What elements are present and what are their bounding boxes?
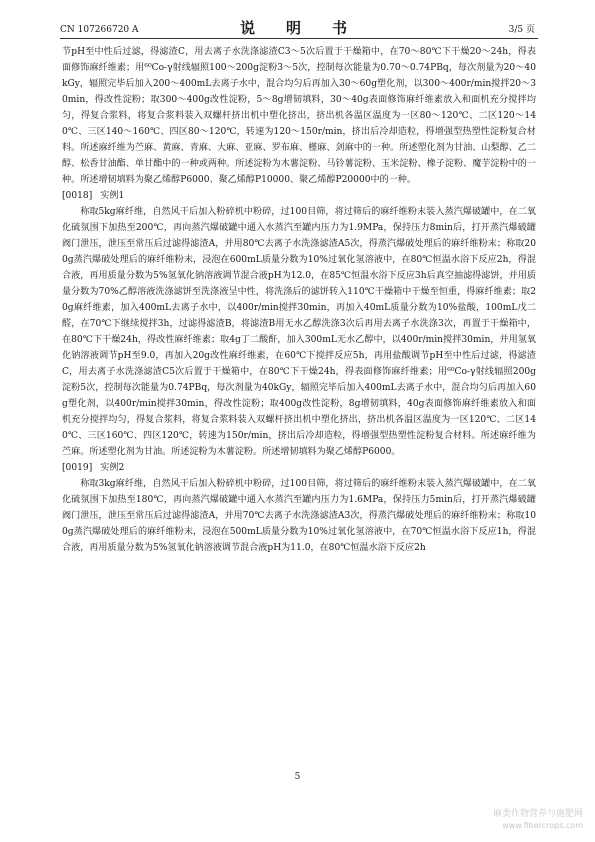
site-watermark [493,808,583,831]
header-rule [60,38,538,39]
example-1-paragraph: 称取5kg麻纤维，自然风干后加入粉碎机中粉碎，过100目筛，将过筛后的麻纤维粉末装入蒸汽爆破罐中，在二氧化硫氛围下加热至200℃，再向蒸汽爆破罐中通入水蒸汽至罐内压力为1.9MPa，保持压力8min后，打开蒸汽爆破罐阀门泄压，泄压至常压后过滤得滤渣A，并用80℃去离子水洗涤滤渣A5次，得蒸汽爆破处理后的麻纤维粉末；称取200g蒸汽爆破处理后的麻纤维粉末，浸泡在600mL质量分数为10%过氧化氢溶液中，在80℃恒温水浴下反应2h，得混合液，再用质量分数为5%氢氧化钠溶液调节混合液pH为12.0，在85℃恒温水浴下反应3h后真空抽滤得滤饼，并用质量分数为70%乙醇溶液洗涤滤饼至洗涤液呈中性，将洗涤后的滤饼转入110℃干燥箱中干燥至恒重，得麻纤维素；取20g麻纤维素，加入400mL去离子水中，以400r/min搅拌30min，再加入40mL质量分数为10%盐酸，100mL戊二醛，在70℃下继续搅拌3h，过滤得滤渣B，将滤渣B用无水乙醇洗涤3次后再用去离子水洗涤3次，再置于干燥箱中，在80℃下干燥24h，得改性麻纤维素；取4g丁二酸酐，加入300mL无水乙醇中，以400r/min搅拌30min，并用氢氧化钠溶液调节pH至9.0，再加入20g改性麻纤维素，在60℃下搅拌反应5h，再用盐酸调节pH至中性后过滤，得滤渣C，用去离子水洗涤滤渣C5次后置于干燥箱中，在80℃下干燥24h，得表面修饰麻纤维素；用⁶⁰Co-γ射线辐照200g淀粉5次，控制每次能量为0.74PBq，每次剂量为40kGy，辐照完毕后加入400mL去离子水中，混合均匀后再加入60g塑化剂，以400r/min搅拌30min，得改性淀粉；取400g改性淀粉，8g增韧填料，40g表面修饰麻纤维素放入和面机充分搅拌均匀，得复合浆料，将复合浆料装入双螺杆挤出机中塑化挤出，挤出机各温区温度为一区120℃、二区140℃、三区160℃、四区120℃，转速为150r/min，挤出后冷却造粒，得增强型热塑性淀粉复合材料。所述麻纤维为苎麻。所述塑化剂为甘油。所述淀粉为木薯淀粉。所述增韧填料为聚乙烯醇P6000。 [62,207,536,457]
watermark-site-name: 麻类作物营养与施肥网 [492,809,583,819]
continued-paragraph: 节pH至中性后过滤，得滤渣C，用去离子水洗涤滤渣C3～5次后置于干燥箱中，在70～80℃下干燥20～24h，得表面修饰麻纤维素；用⁶⁰Co-γ射线辐照100～200g淀粉3～5次，控制每次能量为0.70～0.74PBq，每次剂量为20～40kGy，辐照完毕后加入200～400mL去离子水中，混合均匀后再加入30～60g塑化剂，以300～400r/min搅拌20～30min，得改性淀粉；取300～400g改性淀粉，5～8g增韧填料，30～40g表面修饰麻纤维素放入和面机充分搅拌均匀，得复合浆料，将复合浆料装入双螺杆挤出机中塑化挤出，挤出机各温区温度为一区80～120℃、二区120～140℃、三区140～160℃、四区80～120℃，转速为120～150r/min，挤出后冷却造粒，得增强型热塑性淀粉复合材料。所述麻纤维为苎麻、黄麻、青麻、大麻、亚麻、罗布麻、槿麻、剑麻中的一种。所述塑化剂为甘油、山梨醇、乙二醇、松香甘油酯、单甘酯中的一种或两种。所述淀粉为木薯淀粉、马铃薯淀粉、玉米淀粉、橡子淀粉、魔芋淀粉中的一种。所述增韧填料为聚乙烯醇P6000、聚乙烯醇P10000、聚乙烯醇P20000中的一种。 [62,47,536,185]
page-header [0,0,595,40]
paragraph-heading-0018 [62,188,536,204]
document-title: 说 明 书 [239,19,355,37]
paragraph-number: [0019] [62,463,93,473]
example-label: 实例2 [100,463,125,473]
paragraph-number: [0018] [62,191,93,201]
paragraph-heading-0019 [62,460,536,476]
document-body [62,44,536,556]
document-number: CN 107266720 A [60,25,139,35]
example-2-paragraph: 称取3kg麻纤维，自然风干后加入粉碎机中粉碎，过100目筛，将过筛后的麻纤维粉末装入蒸汽爆破罐中，在二氧化硫氛围下加热至180℃，再向蒸汽爆破罐中通入水蒸汽至罐内压力为1.6MPa，保持压力5min后，打开蒸汽爆破罐阀门泄压，泄压至常压后过滤得滤渣A，并用70℃去离子水洗涤滤渣A3次，得蒸汽爆破处理后的麻纤维粉末；称取100g蒸汽爆破处理后的麻纤维粉末，浸泡在500mL质量分数为10%过氧化氢溶液中，在70℃恒温水浴下反应1h，得混合液，再用质量分数为5%氢氧化钠溶液调节混合液pH为11.0，在80℃恒温水浴下反应2h [62,479,536,553]
example-label: 实例1 [100,191,125,201]
page-number: 5 [294,772,301,782]
watermark-url: www.fibercrops.com [502,821,583,830]
page-count: 3/5 页 [508,25,535,35]
